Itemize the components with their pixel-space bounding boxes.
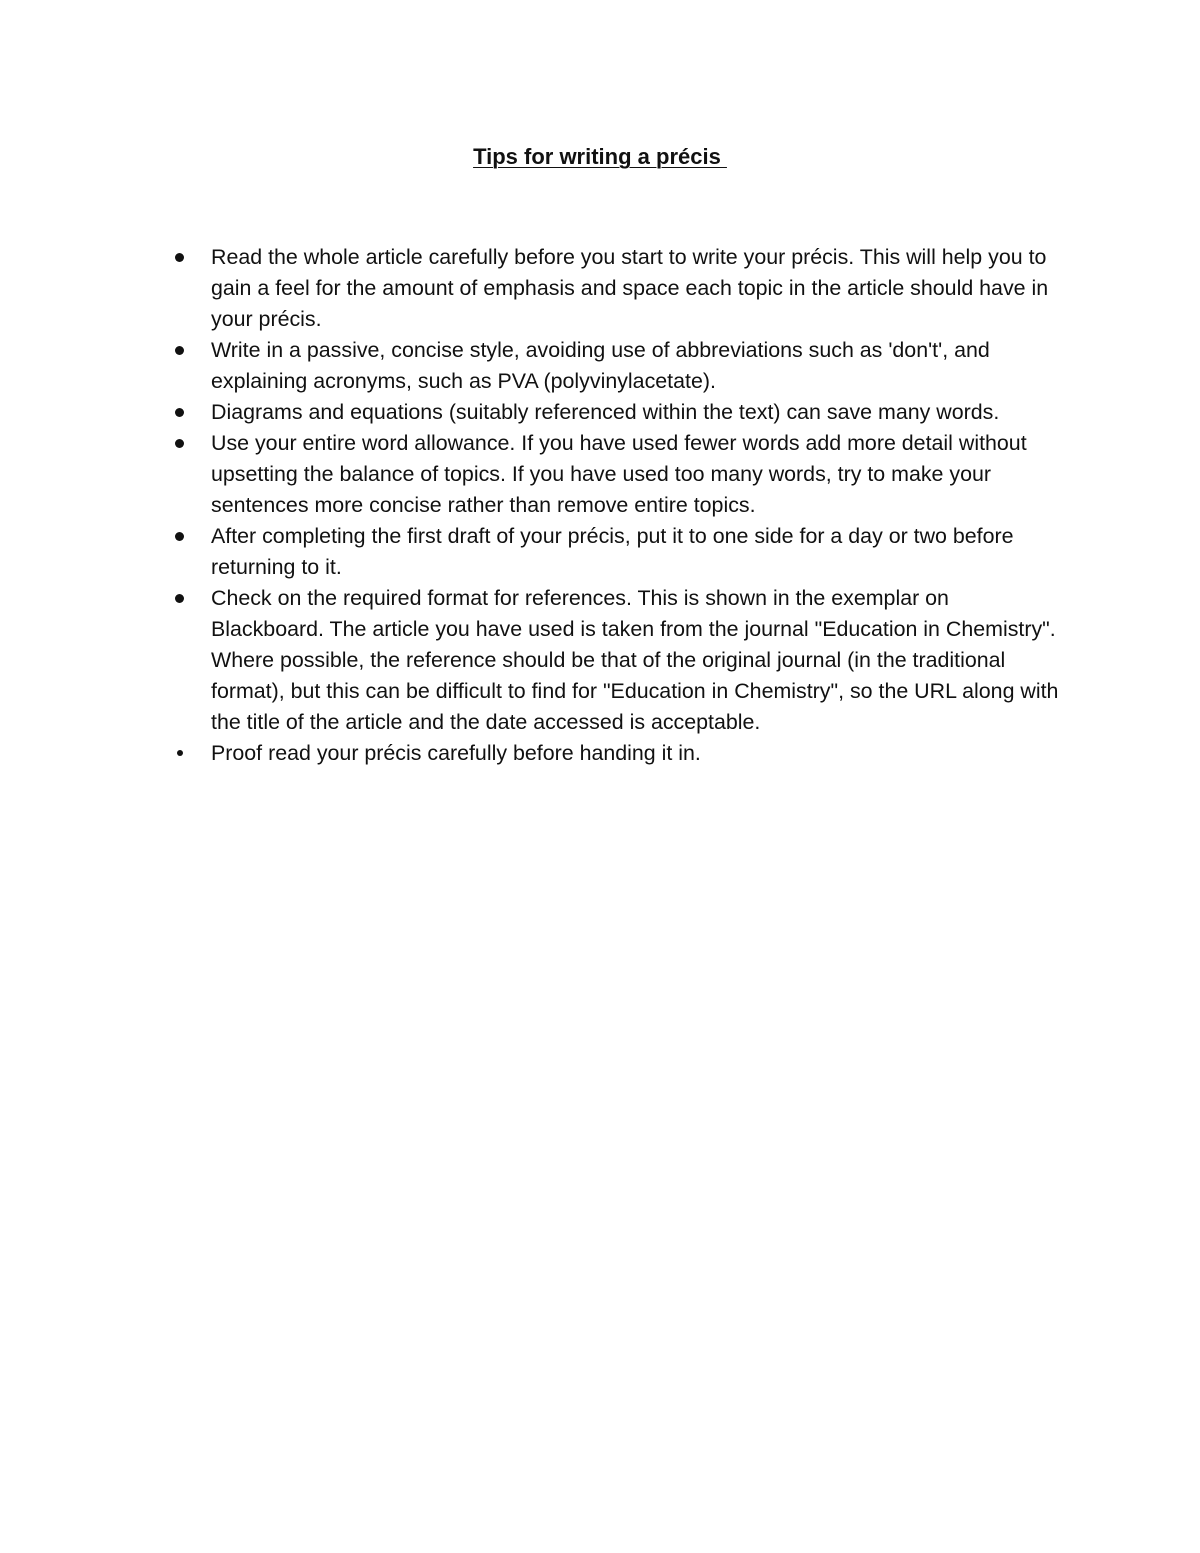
list-item bbox=[0, 242, 1061, 335]
bullet-icon bbox=[175, 408, 184, 417]
list-item bbox=[0, 521, 1061, 583]
list-item bbox=[0, 583, 1061, 738]
bullet-icon bbox=[175, 594, 184, 603]
bullet-icon bbox=[175, 346, 184, 355]
list-item bbox=[0, 738, 1061, 769]
list-item bbox=[0, 428, 1061, 521]
list-item bbox=[0, 335, 1061, 397]
list-item-text: Proof read your précis carefully before handing it in. bbox=[211, 741, 701, 765]
tips-list bbox=[0, 242, 1061, 769]
list-item-text: Write in a passive, concise style, avoiding use of abbreviations such as 'don't', and explaining acronyms, such as PVA (polyvinylacetate). bbox=[211, 338, 990, 393]
document-title bbox=[0, 143, 1200, 171]
bullet-icon bbox=[177, 750, 183, 756]
bullet-icon bbox=[175, 439, 184, 448]
bullet-icon bbox=[175, 253, 184, 262]
list-item-text: Check on the required format for references. This is shown in the exemplar on Blackboard. The article you have used is taken from the journal "Education in Chemistry". Where possible, the reference should be that of the original journal (in the traditional format), but this can be difficult to find for "Education in Chemistry", so the URL along with the title of the article and the date accessed is acceptable. bbox=[211, 586, 1059, 734]
bullet-icon bbox=[175, 532, 184, 541]
list-item-text: Read the whole article carefully before you start to write your précis. This will help you to gain a feel for the amount of emphasis and space each topic in the article should have in your précis. bbox=[211, 245, 1049, 331]
list-item-text: Use your entire word allowance. If you have used fewer words add more detail without upsetting the balance of topics. If you have used too many words, try to make your sentences more concise rather than remove entire topics. bbox=[211, 431, 1027, 517]
document-title-text: Tips for writing a précis bbox=[473, 144, 727, 169]
list-item bbox=[0, 397, 1061, 428]
list-item-text: Diagrams and equations (suitably referenced within the text) can save many words. bbox=[211, 400, 1000, 424]
list-item-text: After completing the first draft of your précis, put it to one side for a day or two before returning to it. bbox=[211, 524, 1014, 579]
